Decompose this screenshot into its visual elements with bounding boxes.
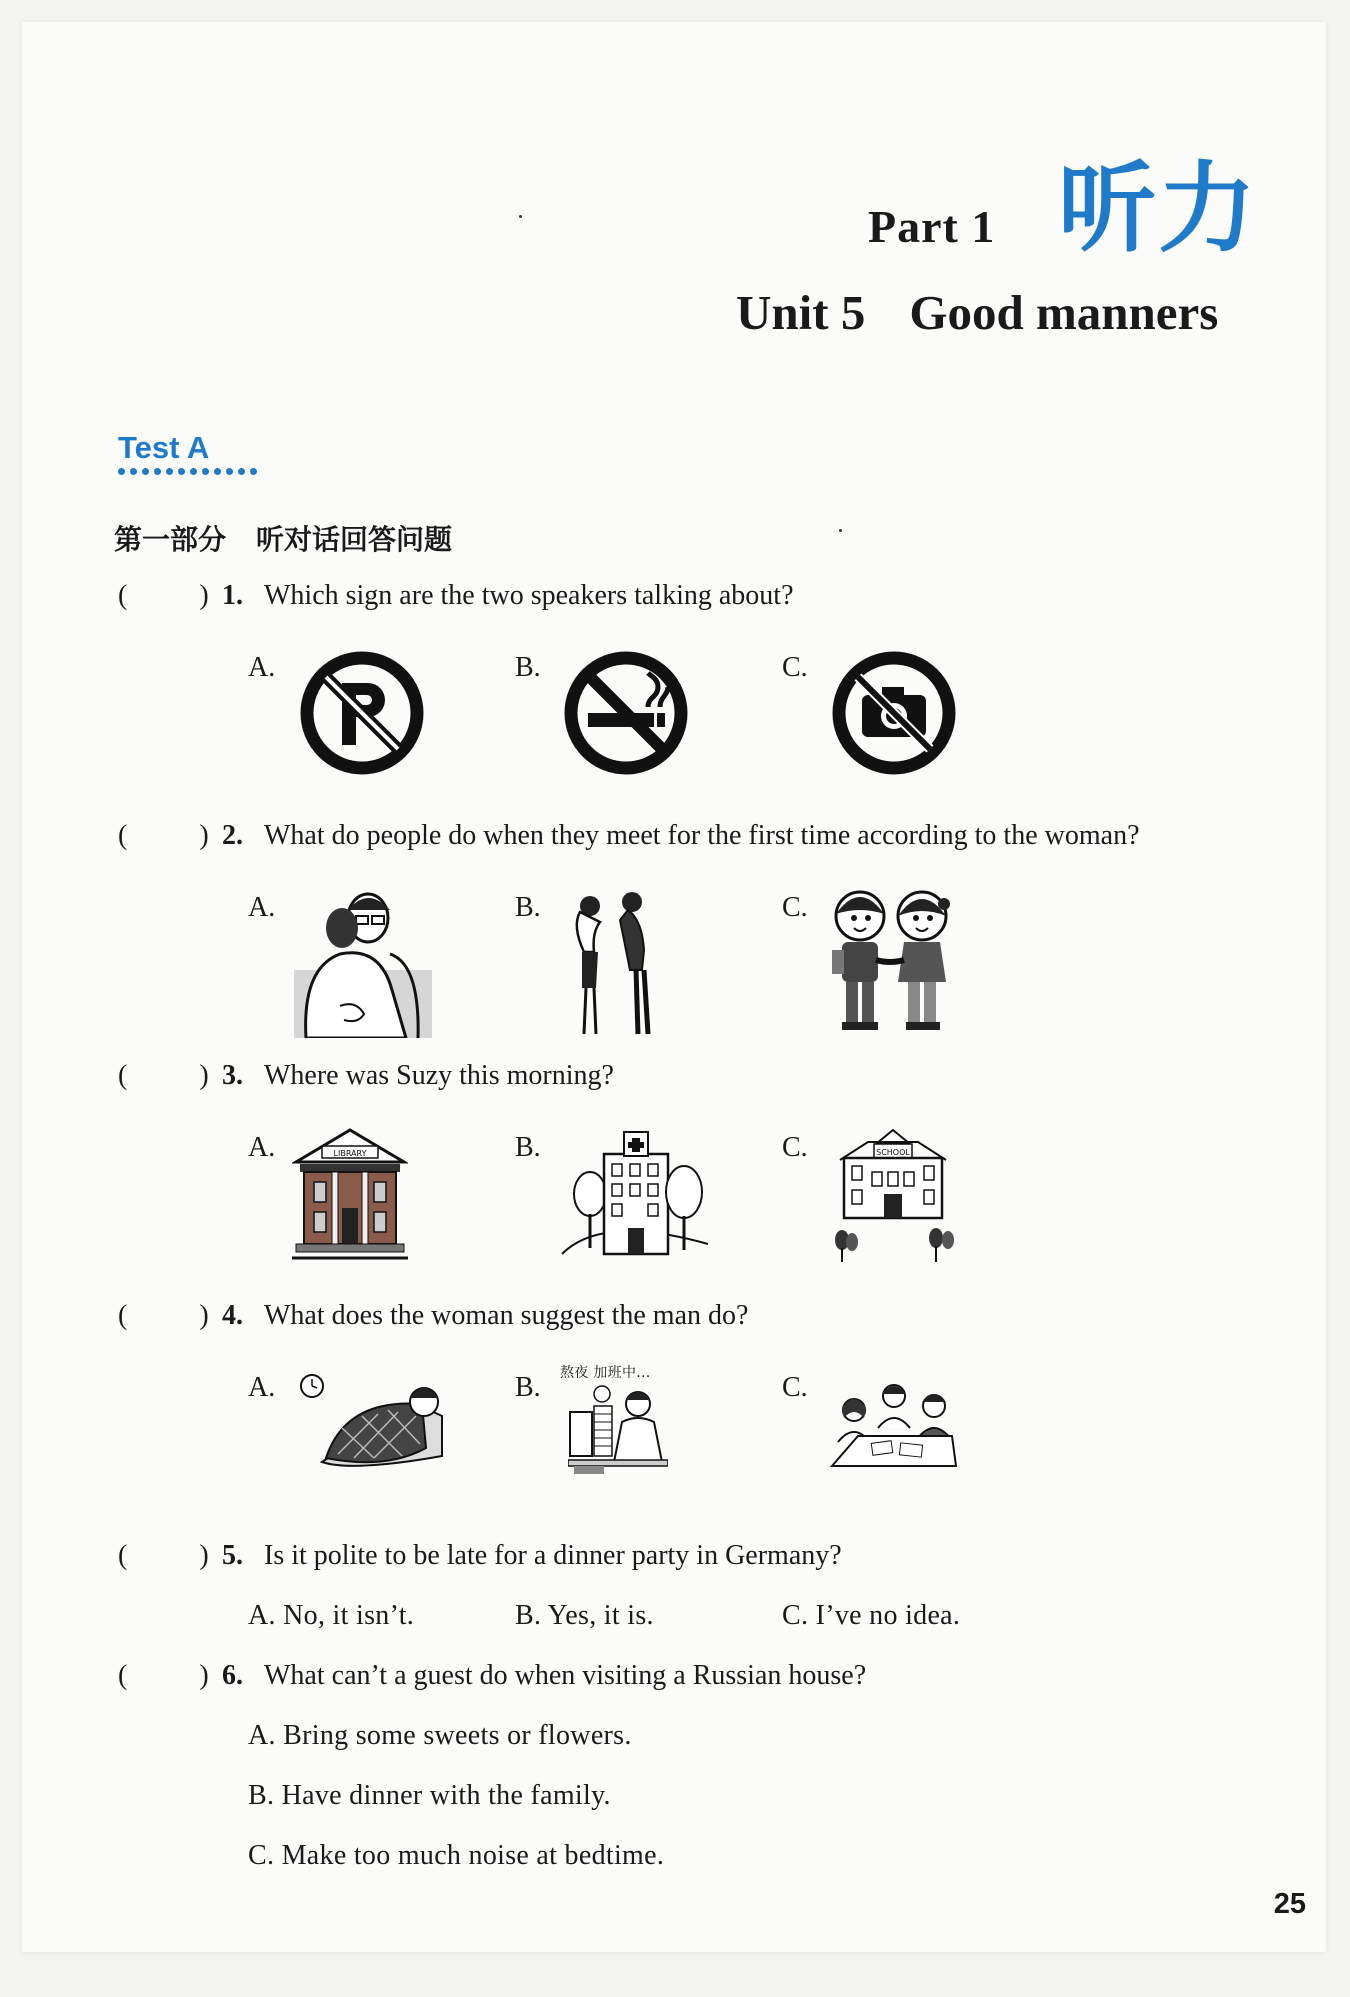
- question-number: 5.: [222, 1540, 243, 1571]
- option-label: A.: [248, 652, 276, 683]
- option-label: B.: [515, 652, 541, 683]
- question-text: Is it polite to be late for a dinner party in Germany?: [264, 1540, 842, 1571]
- answer-option-c[interactable]: C. Make too much noise at bedtime.: [248, 1840, 665, 1871]
- option-label: B.: [515, 892, 541, 923]
- shaking-hands-children-image: [826, 884, 956, 1040]
- no-smoking-sign-icon: [562, 649, 690, 777]
- question-5: [118, 1540, 842, 1572]
- answer-option-c[interactable]: C. I’ve no idea.: [782, 1600, 961, 1631]
- question-text: What does the woman suggest the man do?: [264, 1300, 749, 1331]
- question-number: 1.: [222, 580, 243, 611]
- section-heading: [114, 518, 452, 558]
- test-label: Test A: [118, 430, 210, 465]
- option-label: A.: [248, 1372, 276, 1403]
- question-3: [118, 1060, 614, 1092]
- question-number: 6.: [222, 1660, 243, 1691]
- unit-name: Good manners: [909, 285, 1219, 340]
- part-title-zh: 听力: [1058, 152, 1259, 266]
- unit-title: [736, 284, 1218, 341]
- question-1: [118, 580, 794, 612]
- library-sign-text: LIBRARY: [333, 1149, 367, 1158]
- question-text: What can’t a guest do when visiting a Russian house?: [264, 1660, 867, 1691]
- question-number: 2.: [222, 820, 243, 851]
- option-label: B.: [515, 1372, 541, 1403]
- page-number: 25: [1273, 1888, 1306, 1920]
- option-label: A.: [248, 1132, 276, 1163]
- question-6: [118, 1660, 866, 1692]
- question-number: 3.: [222, 1060, 243, 1091]
- question-text: Which sign are the two speakers talking about?: [264, 580, 794, 611]
- option-label: C.: [782, 892, 808, 923]
- group-study-image: [828, 1380, 958, 1476]
- option-label: C.: [782, 1372, 808, 1403]
- answer-blank[interactable]: ( ): [118, 1060, 209, 1091]
- answer-blank[interactable]: ( ): [118, 1660, 209, 1691]
- option-label: B.: [515, 1132, 541, 1163]
- question-2: [118, 820, 1140, 852]
- hospital-building-image: [560, 1124, 710, 1264]
- answer-blank[interactable]: ( ): [118, 820, 209, 851]
- working-late-image: [568, 1382, 668, 1486]
- print-speck: [519, 215, 522, 218]
- part-label: Part 1: [868, 201, 996, 252]
- sleeping-in-bed-image: [298, 1366, 448, 1476]
- test-label-dots: [118, 468, 302, 476]
- question-text: Where was Suzy this morning?: [264, 1060, 614, 1091]
- option-label: A.: [248, 892, 276, 923]
- question-number: 4.: [222, 1300, 243, 1331]
- school-building-image: [828, 1128, 958, 1268]
- no-parking-sign-icon: [298, 649, 426, 777]
- worksheet-page: [22, 22, 1326, 1952]
- bowing-people-image: [558, 884, 668, 1040]
- answer-option-b[interactable]: B. Yes, it is.: [515, 1600, 654, 1631]
- answer-option-a[interactable]: A. Bring some sweets or flowers.: [248, 1720, 632, 1751]
- answer-option-b[interactable]: B. Have dinner with the family.: [248, 1780, 611, 1811]
- answer-option-a[interactable]: A. No, it isn’t.: [248, 1600, 415, 1631]
- section-part: 第一部分: [114, 523, 227, 556]
- option-label: C.: [782, 652, 808, 683]
- working-late-caption: 熬夜 加班中...: [560, 1365, 651, 1381]
- question-4: [118, 1300, 748, 1332]
- answer-blank[interactable]: ( ): [118, 580, 209, 611]
- school-sign-text: SCHOOL: [876, 1148, 910, 1157]
- question-text: What do people do when they meet for the first time according to the woman?: [264, 820, 1140, 851]
- hugging-people-image: [294, 888, 432, 1038]
- answer-blank[interactable]: ( ): [118, 1540, 209, 1571]
- unit-number: Unit 5: [736, 285, 866, 340]
- library-building-image: [292, 1128, 408, 1264]
- no-camera-sign-icon: [830, 649, 958, 777]
- answer-blank[interactable]: ( ): [118, 1300, 209, 1331]
- print-speck: [839, 529, 842, 532]
- section-title: 听对话回答问题: [256, 523, 453, 556]
- option-label: C.: [782, 1132, 808, 1163]
